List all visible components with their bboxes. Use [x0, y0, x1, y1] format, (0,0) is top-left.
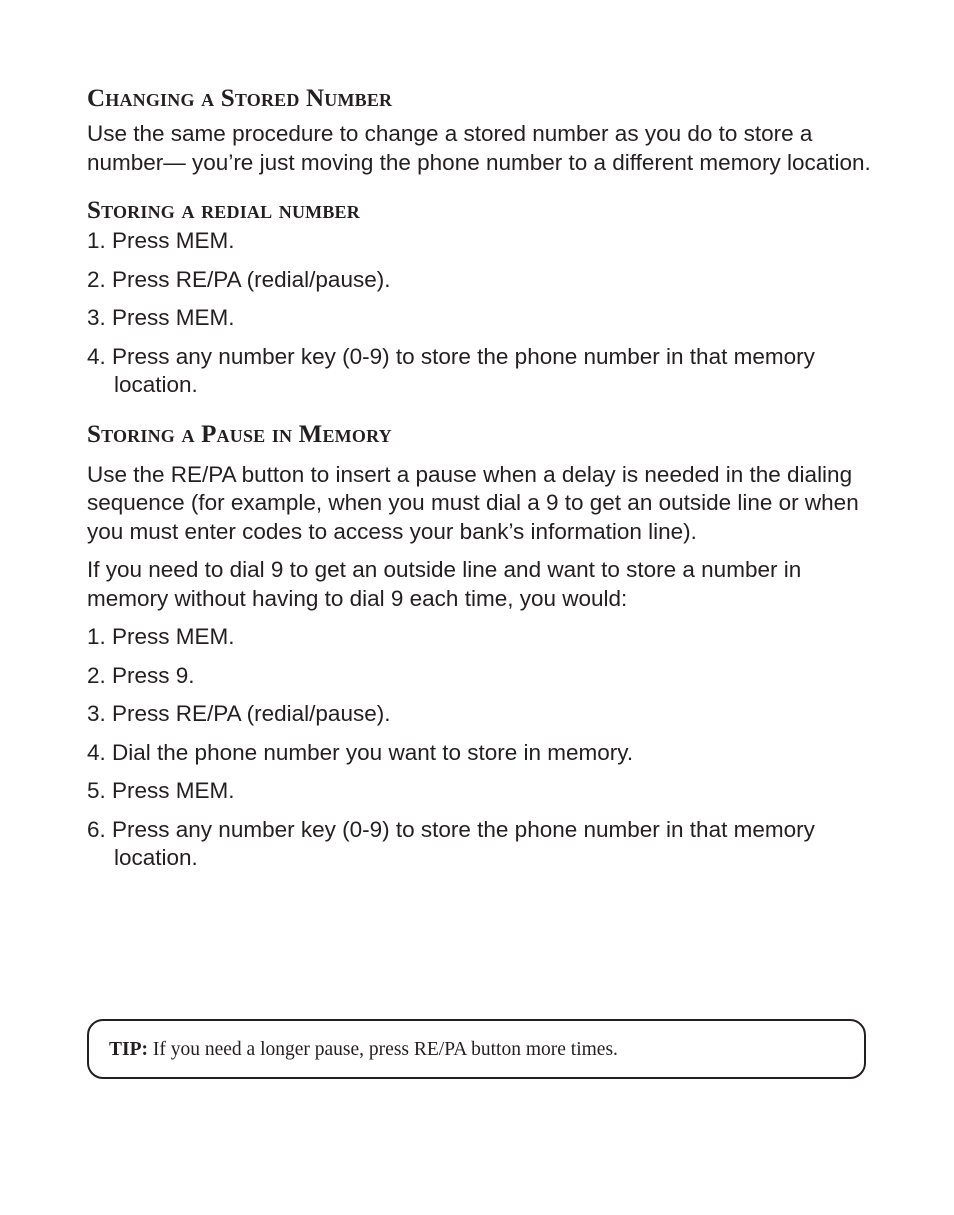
tip-text	[109, 1038, 618, 1062]
manual-page	[87, 84, 877, 873]
redial-steps-list	[87, 227, 877, 400]
section-heading-changing-stored-number: Changing a Stored Number	[87, 85, 393, 112]
section-heading-storing-redial-number: Storing a redial number	[87, 197, 360, 224]
list-item: 5. Press MEM.	[87, 778, 235, 803]
paragraph-dial-nine-instructions: If you need to dial 9 to get an outside line and want to store a number in memory without having to dial 9 each time, you would:	[87, 557, 802, 611]
list-item: 2. Press 9.	[87, 662, 195, 688]
list-item: 4. Dial the phone number you want to store in memory.	[87, 739, 634, 765]
list-item: 3. Press RE/PA (redial/pause).	[87, 701, 391, 726]
list-item: 6. Press any number key (0-9) to store the phone number in that memory location.	[87, 816, 815, 870]
tip-box	[87, 1019, 866, 1079]
paragraph-repa-pause-usage: Use the RE/PA button to insert a pause when a delay is needed in the dialing sequence (for example, when you must dial a 9 to get an outside line or when you must enter codes to access your bank’s information line).	[87, 461, 859, 544]
list-item: 3. Press MEM.	[87, 305, 235, 330]
list-item: 2. Press RE/PA (redial/pause).	[87, 266, 391, 292]
pause-steps-list	[87, 623, 877, 873]
paragraph-change-procedure: Use the same procedure to change a stored number as you do to store a number— you’re just moving the phone number to a different memory location.	[87, 121, 871, 175]
list-item: 1. Press MEM.	[87, 228, 235, 253]
list-item: 1. Press MEM.	[87, 624, 235, 649]
tip-label: TIP:	[109, 1039, 148, 1060]
tip-body: If you need a longer pause, press RE/PA button more times.	[148, 1039, 618, 1060]
list-item: 4. Press any number key (0-9) to store the phone number in that memory location.	[87, 343, 815, 397]
section-heading-storing-pause: Storing a Pause in Memory	[87, 420, 392, 448]
